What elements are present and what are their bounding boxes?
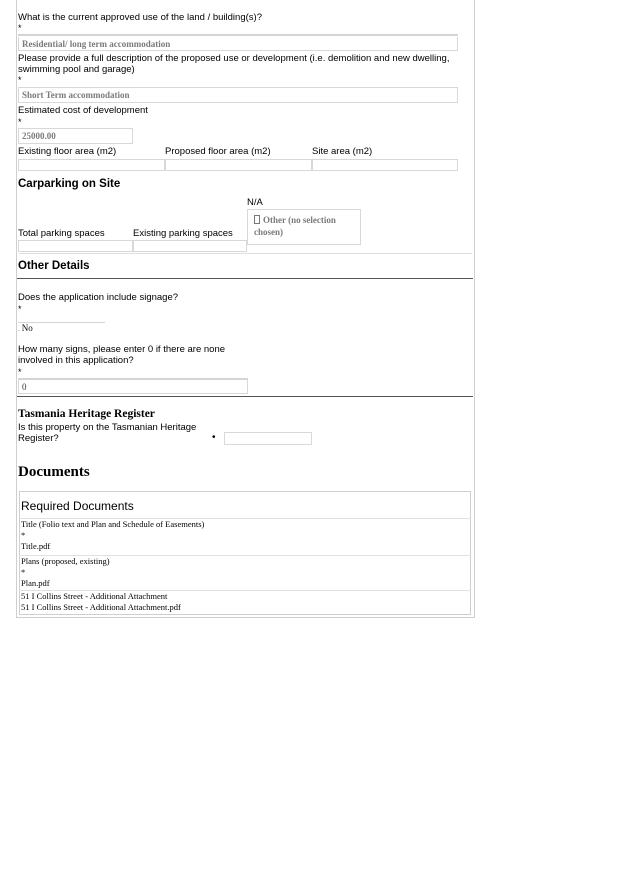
cost-question: Estimated cost of development bbox=[18, 105, 148, 116]
document-label: Title (Folio text and Plan and Schedule of Easements) bbox=[21, 519, 205, 529]
heritage-bullet: • bbox=[212, 432, 216, 443]
signage-required: * bbox=[18, 304, 22, 314]
document-required: * bbox=[21, 530, 26, 540]
land-use-question: What is the current approved use of the land / building(s)? bbox=[18, 12, 262, 23]
carparking-title: Carparking on Site bbox=[18, 178, 121, 190]
description-question: Please provide a full description of the proposed use or development (i.e. demolition and new dwelling, swimming pool and garage) bbox=[18, 53, 450, 75]
land-use-required: * bbox=[18, 23, 22, 33]
signage-question: Does the application include signage? bbox=[18, 292, 179, 303]
document-row bbox=[19, 555, 471, 590]
carparking-other-field[interactable]: Other (no selection chosen) bbox=[247, 209, 361, 245]
document-required: * bbox=[21, 567, 26, 577]
site-area-label: Site area (m2) bbox=[312, 146, 373, 157]
other-details-rule bbox=[17, 278, 473, 279]
heritage-input[interactable] bbox=[224, 432, 312, 445]
checkbox-icon bbox=[254, 215, 260, 224]
land-use-field-border bbox=[18, 34, 458, 36]
document-row bbox=[19, 518, 471, 555]
cost-required: * bbox=[18, 117, 22, 127]
total-parking-input[interactable] bbox=[18, 240, 133, 252]
heritage-title: Tasmania Heritage Register bbox=[18, 408, 155, 420]
proposed-floor-area-input[interactable] bbox=[165, 159, 312, 171]
carparking-na-label: N/A bbox=[247, 197, 263, 208]
signs-count-question: How many signs, please enter 0 if there are none involved in this application? bbox=[18, 344, 226, 366]
existing-parking-label: Existing parking spaces bbox=[133, 228, 233, 239]
radio-icon: . bbox=[18, 325, 20, 333]
existing-parking-input[interactable] bbox=[133, 240, 247, 252]
document-label: Plans (proposed, existing) bbox=[21, 556, 110, 566]
cost-field[interactable]: 25000.00 bbox=[18, 128, 133, 144]
documents-title: Documents bbox=[18, 464, 90, 480]
existing-floor-area-input[interactable] bbox=[18, 159, 165, 171]
document-file-link[interactable]: Title.pdf bbox=[21, 541, 51, 551]
additional-attachment-file-link[interactable]: 51 I Collins Street - Additional Attachment.pdf bbox=[21, 602, 181, 612]
required-documents-heading: Required Documents bbox=[21, 499, 134, 513]
additional-attachment-label: 51 I Collins Street - Additional Attachment bbox=[21, 591, 168, 601]
existing-floor-area-label: Existing floor area (m2) bbox=[18, 146, 117, 157]
description-required: * bbox=[18, 75, 22, 85]
description-field[interactable]: Short Term accommodation bbox=[18, 87, 458, 103]
total-parking-label: Total parking spaces bbox=[18, 228, 105, 239]
proposed-floor-area-label: Proposed floor area (m2) bbox=[165, 146, 271, 157]
carparking-divider bbox=[19, 253, 472, 254]
heritage-rule bbox=[17, 396, 473, 397]
signage-select[interactable]: . No bbox=[18, 323, 33, 333]
document-file-link[interactable]: Plan.pdf bbox=[21, 578, 50, 588]
additional-attachment-row bbox=[19, 590, 471, 615]
site-area-input[interactable] bbox=[312, 159, 458, 171]
other-details-title: Other Details bbox=[18, 260, 90, 272]
land-use-field[interactable]: Residential/ long term accommodation bbox=[18, 37, 458, 51]
signs-count-required: * bbox=[18, 367, 22, 377]
heritage-question: Is this property on the Tasmanian Heritage Register? bbox=[18, 422, 197, 444]
signs-count-field[interactable]: 0 bbox=[18, 380, 248, 394]
